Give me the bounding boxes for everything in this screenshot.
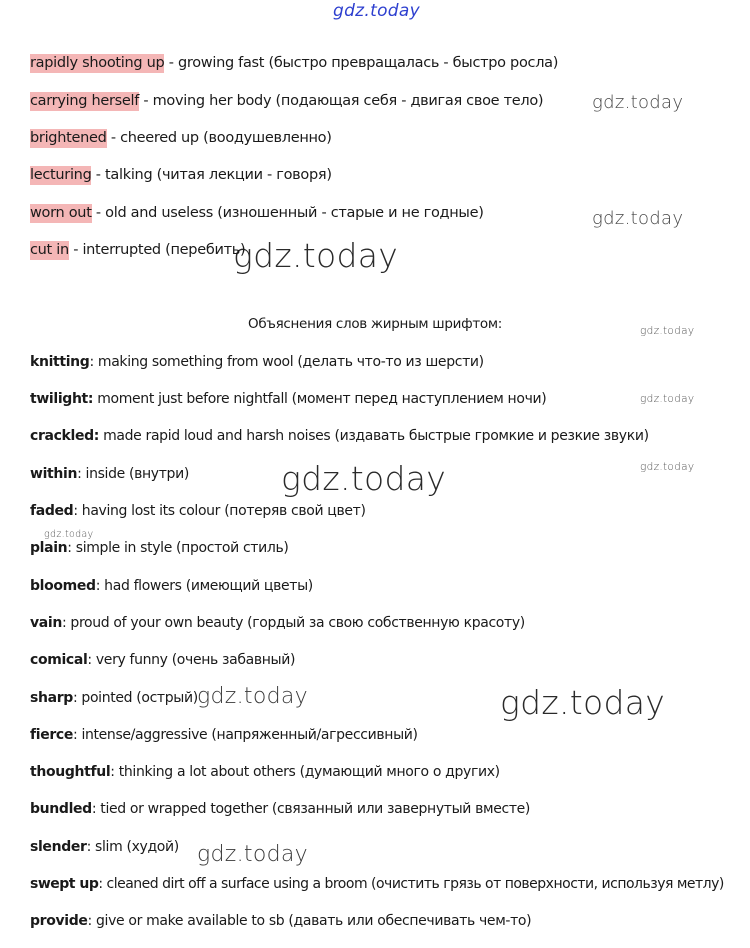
vocab-term: crackled: (30, 428, 100, 444)
vocab-entry (30, 614, 525, 632)
watermark: gdz.today (197, 842, 308, 867)
vocab-entry (30, 577, 313, 595)
entry-definition: - talking (читая лекции - говоря) (91, 167, 332, 183)
section-heading: Объяснения слов жирным шрифтом: (248, 316, 502, 332)
watermark-small: gdz.today (640, 325, 695, 337)
watermark-large: gdz.today (281, 459, 447, 498)
vocab-definition: : inside (внутри) (77, 466, 189, 482)
vocab-entry (30, 651, 295, 669)
vocab-definition: made rapid loud and harsh noises (издавать быстрые громкие и резкие звуки) (99, 428, 649, 444)
vocab-entry (30, 689, 198, 707)
vocab-definition: : making something from wool (делать что-то из шерсти) (89, 354, 484, 370)
highlighted-term: worn out (30, 205, 92, 221)
vocab-entry (30, 502, 366, 520)
vocab-term: bundled (30, 801, 92, 817)
vocab-entry (30, 763, 500, 781)
vocab-definition: : give or make available to sb (давать или обеспечивать чем-то) (87, 913, 532, 929)
highlighted-entry (30, 241, 245, 259)
vocab-definition: : proud of your own beauty (гордый за свою собственную красоту) (61, 615, 525, 631)
watermark-top: gdz.today (333, 1, 420, 21)
vocab-entry (30, 539, 288, 557)
entry-definition: - interrupted (перебить) (68, 242, 246, 258)
vocab-term: swept up (30, 876, 99, 892)
vocab-term: provide (30, 913, 88, 929)
highlighted-term: cut in (30, 242, 69, 258)
highlighted-term: rapidly shooting up (30, 55, 165, 71)
vocab-entry (30, 427, 649, 445)
vocab-entry (30, 875, 724, 893)
vocab-definition: moment just before nightfall (момент перед наступлением ночи) (93, 391, 547, 407)
vocab-entry (30, 838, 179, 856)
vocab-term: comical (30, 652, 88, 668)
vocab-term: vain (30, 615, 62, 631)
vocab-definition: : simple in style (простой стиль) (67, 540, 289, 556)
vocab-term: plain (30, 540, 68, 556)
highlighted-entry (30, 166, 332, 184)
highlighted-term: carrying herself (30, 93, 140, 109)
vocab-term: slender (30, 839, 87, 855)
vocab-definition: : tied or wrapped together (связанный или завернутый вместе) (91, 801, 531, 817)
vocab-term: fierce (30, 727, 73, 743)
highlighted-term: brightened (30, 130, 107, 146)
highlighted-entry (30, 54, 558, 72)
vocab-term: bloomed (30, 578, 96, 594)
vocab-definition: : cleaned dirt off a surface using a broom (очистить грязь от поверхности, используя метлу) (98, 876, 724, 892)
vocab-entry (30, 800, 530, 818)
vocab-term: knitting (30, 354, 90, 370)
vocab-term: twilight: (30, 391, 94, 407)
watermark: gdz.today (592, 92, 684, 113)
vocab-definition: : having lost its colour (потеряв свой цвет) (73, 503, 366, 519)
watermark-small: gdz.today (640, 393, 695, 405)
entry-definition: - cheered up (воодушевленно) (106, 130, 332, 146)
vocab-term: sharp (30, 690, 73, 706)
highlighted-entry (30, 129, 332, 147)
watermark-small: gdz.today (44, 529, 94, 540)
watermark-large: gdz.today (500, 683, 666, 722)
vocab-definition: : very funny (очень забавный) (87, 652, 296, 668)
entry-definition: - old and useless (изношенный - старые и не годные) (91, 205, 484, 221)
vocab-term: faded (30, 503, 74, 519)
vocab-definition: : intense/aggressive (напряженный/агрессивный) (72, 727, 418, 743)
vocab-entry (30, 353, 484, 371)
highlighted-term: lecturing (30, 167, 92, 183)
vocab-definition: : thinking a lot about others (думающий много о других) (110, 764, 500, 780)
vocab-definition: : pointed (острый) (72, 690, 198, 706)
watermark-small: gdz.today (640, 461, 695, 473)
vocab-definition: : slim (худой) (86, 839, 179, 855)
vocab-definition: : had flowers (имеющий цветы) (95, 578, 313, 594)
vocab-entry (30, 465, 189, 483)
highlighted-entry (30, 92, 543, 110)
vocab-term: thoughtful (30, 764, 111, 780)
watermark-large: gdz.today (233, 236, 399, 275)
vocab-entry (30, 912, 531, 930)
watermark: gdz.today (592, 208, 684, 229)
entry-definition: - growing fast (быстро превращалась - быстро росла) (164, 55, 559, 71)
vocab-entry (30, 390, 546, 408)
vocab-term: within (30, 466, 78, 482)
entry-definition: - moving her body (подающая себя - двигая свое тело) (139, 93, 544, 109)
vocab-entry (30, 726, 418, 744)
highlighted-entry (30, 204, 484, 222)
watermark: gdz.today (197, 684, 308, 709)
